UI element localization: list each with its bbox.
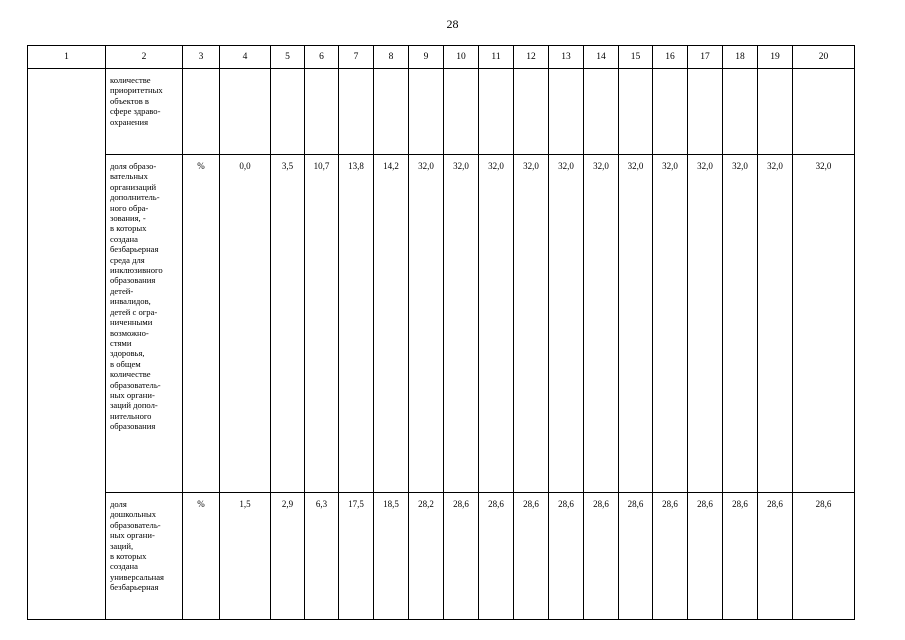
value-cell: 32,0 — [793, 155, 855, 493]
value-cell: 28,6 — [723, 493, 758, 620]
value-cell: 2,9 — [271, 493, 305, 620]
value-cell — [514, 69, 549, 155]
value-cell: 32,0 — [619, 155, 653, 493]
value-cell: 28,6 — [584, 493, 619, 620]
value-cell — [549, 69, 584, 155]
value-cell: 28,6 — [688, 493, 723, 620]
column-header: 20 — [793, 46, 855, 69]
column-header: 3 — [183, 46, 220, 69]
indicator-description: доля дошкольных образователь- ных органи- заций, в которых создана универсальная безбарьерная — [106, 493, 183, 620]
value-cell — [688, 69, 723, 155]
indicators-table — [27, 45, 855, 620]
table-row — [28, 493, 855, 620]
unit-cell — [183, 69, 220, 155]
indicator-description: доля образо- вательных организаций дополнитель- ного обра- зования, - в которых создана безбарьерная среда для инклюзивного образования детей- инвалидов, детей с огра- ниченными возможно- стями здоровья, в общем количестве образователь- ных органи- заций допол- нительного образования — [106, 155, 183, 493]
column-header: 14 — [584, 46, 619, 69]
column-header: 5 — [271, 46, 305, 69]
value-cell — [305, 69, 339, 155]
value-cell — [444, 69, 479, 155]
column-header: 18 — [723, 46, 758, 69]
column-header: 15 — [619, 46, 653, 69]
column-header: 11 — [479, 46, 514, 69]
column-header: 4 — [220, 46, 271, 69]
value-cell: 17,5 — [339, 493, 374, 620]
page-number: 28 — [446, 17, 459, 31]
value-cell: 32,0 — [514, 155, 549, 493]
table-row — [28, 69, 855, 155]
column-header: 6 — [305, 46, 339, 69]
value-cell — [479, 69, 514, 155]
column-header: 9 — [409, 46, 444, 69]
column-1-cell — [28, 69, 106, 620]
value-cell: 32,0 — [479, 155, 514, 493]
value-cell: 0,0 — [220, 155, 271, 493]
column-header: 12 — [514, 46, 549, 69]
value-cell: 32,0 — [584, 155, 619, 493]
value-cell: 10,7 — [305, 155, 339, 493]
value-cell: 32,0 — [688, 155, 723, 493]
value-cell: 32,0 — [549, 155, 584, 493]
value-cell — [723, 69, 758, 155]
table-header-row — [28, 46, 855, 69]
column-header: 10 — [444, 46, 479, 69]
value-cell: 6,3 — [305, 493, 339, 620]
unit-cell: % — [183, 155, 220, 493]
column-header: 1 — [28, 46, 106, 69]
value-cell — [374, 69, 409, 155]
value-cell: 28,6 — [793, 493, 855, 620]
value-cell: 14,2 — [374, 155, 409, 493]
value-cell: 28,6 — [549, 493, 584, 620]
value-cell: 32,0 — [758, 155, 793, 493]
value-cell — [271, 69, 305, 155]
value-cell — [619, 69, 653, 155]
unit-cell: % — [183, 493, 220, 620]
value-cell: 32,0 — [409, 155, 444, 493]
value-cell: 32,0 — [653, 155, 688, 493]
value-cell: 13,8 — [339, 155, 374, 493]
column-header: 2 — [106, 46, 183, 69]
value-cell: 28,6 — [619, 493, 653, 620]
value-cell — [339, 69, 374, 155]
value-cell: 28,6 — [479, 493, 514, 620]
value-cell: 1,5 — [220, 493, 271, 620]
value-cell: 18,5 — [374, 493, 409, 620]
value-cell: 32,0 — [444, 155, 479, 493]
value-cell: 3,5 — [271, 155, 305, 493]
table-row — [28, 155, 855, 493]
value-cell: 32,0 — [723, 155, 758, 493]
column-header: 8 — [374, 46, 409, 69]
value-cell — [793, 69, 855, 155]
value-cell: 28,6 — [514, 493, 549, 620]
value-cell: 28,6 — [653, 493, 688, 620]
column-header: 17 — [688, 46, 723, 69]
column-header: 7 — [339, 46, 374, 69]
value-cell: 28,6 — [444, 493, 479, 620]
value-cell — [584, 69, 619, 155]
value-cell — [653, 69, 688, 155]
value-cell — [220, 69, 271, 155]
column-header: 13 — [549, 46, 584, 69]
column-header: 16 — [653, 46, 688, 69]
value-cell — [409, 69, 444, 155]
indicator-description: количестве приоритетных объектов в сфере здраво- охранения — [106, 69, 183, 155]
value-cell: 28,2 — [409, 493, 444, 620]
value-cell: 28,6 — [758, 493, 793, 620]
column-header: 19 — [758, 46, 793, 69]
value-cell — [758, 69, 793, 155]
